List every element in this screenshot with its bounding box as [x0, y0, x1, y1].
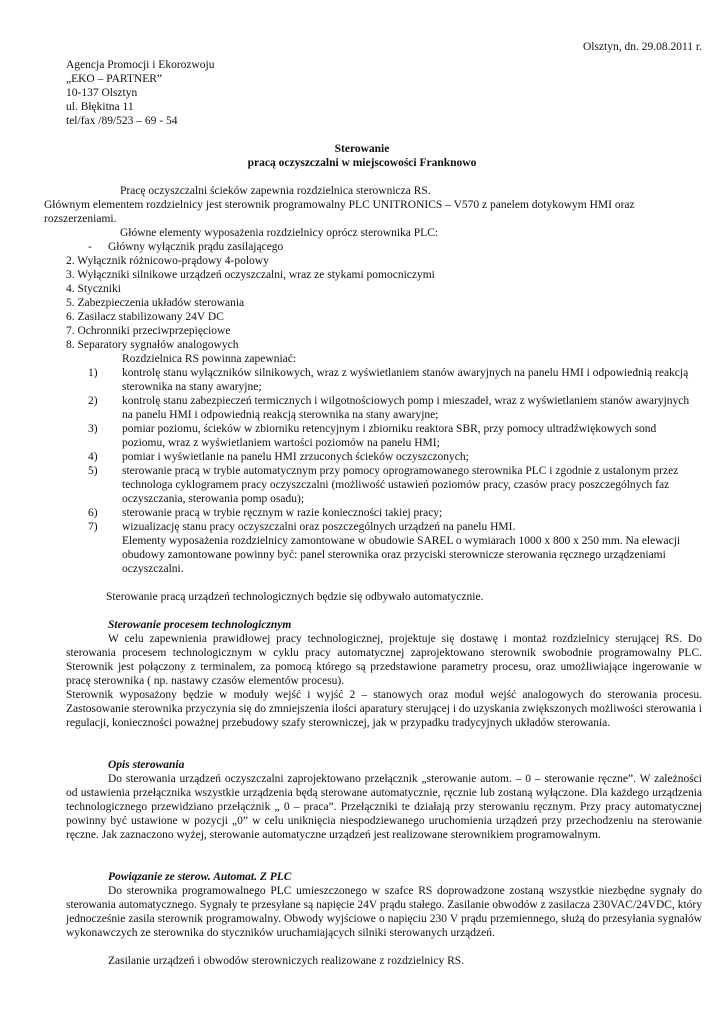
list-number: 3) [88, 423, 98, 435]
list-number: 2) [88, 395, 98, 407]
list-number: 4) [88, 451, 98, 463]
list-item: 4. Styczniki [66, 283, 121, 295]
section-paragraph: Do sterowania urządzeń oczyszczalni zaprojektowano przełącznik „sterowanie autom. – 0 – sterowanie ręczne”. W zależności od ustawienia przełącznika wszystkie urządzenia będą sterowane automatycznie, ręcznie lub zostaną wyłączone. Dla każdego urządzenia technologicznego przewidziano przełącznik „ 0 – praca”. Przełączniki te działają przy sterowaniu ręcznym. Przy pracy automatycznej powinny być ustawione w pozycji „0” w celu uniknięcia niespodziewanego uruchomienia urządzeń przy przechodzeniu na sterowanie ręczne. Jak zaznaczono wyżej, sterowanie automatyczne urządzeń jest realizowane sterownikiem programowalnym. [66, 773, 702, 841]
section-heading: Sterowanie procesem technologicznym [108, 619, 292, 631]
rs-intro: Rozdzielnica RS powinna zapewniać: [122, 353, 297, 365]
section-paragraph: Zasilanie urządzeń i obwodów sterowniczych realizowane z rozdzielnicy RS. [108, 955, 465, 967]
recipient-line: tel/fax /89/523 – 69 - 54 [66, 115, 178, 127]
intro-paragraph: Głównym elementem rozdzielnicy jest sterownik programowalny PLC UNITRONICS – V570 z panelem dotykowym HMI oraz rozszerzeniami. [44, 199, 635, 225]
date-line: Olsztyn, dn. 29.08.2011 r. [582, 41, 702, 53]
list-item: 5. Zabezpieczenia układów sterowania [66, 297, 245, 309]
enclosure-paragraph: Elementy wyposażenia rozdzielnicy zamontowane w obudowie SAREL o wymiarach 1000 x 800 x 250 mm. Na elewacji obudowy zamontowane powinny być: panel sterownika oraz przyciski sterownicze sterowania ręcznego urządzeniami oczyszczalni. [122, 535, 681, 575]
intro-paragraph: Główne elementy wyposażenia rozdzielnicy oprócz sterownika PLC: [120, 227, 439, 239]
list-marker: - [88, 241, 92, 253]
list-number: 6) [88, 507, 98, 519]
list-item: 7. Ochronniki przeciwprzepięciowe [66, 325, 231, 337]
list-item: 3. Wyłączniki silnikowe urządzeń oczyszczalni, wraz ze stykami pomocniczymi [66, 269, 435, 281]
automation-note: Sterowanie pracą urządzeń technologicznych będzie się odbywało automatycznie. [106, 591, 484, 603]
list-item: 6. Zasilacz stabilizowany 24V DC [66, 311, 224, 323]
list-number: 7) [88, 521, 98, 533]
list-item: 2. Wyłącznik różnicowo-prądowy 4-polowy [66, 255, 269, 267]
section-paragraph: W celu zapewnienia prawidłowej pracy technologicznej, projektuje się dostawę i montaż rozdzielnicy sterującej RS. Do sterowania procesem technologicznym w cyklu pracy automatycznej zaprojektowano sterownik swobodnie programowalny PLC. Sterownik jest połączony z terminalem, za pomocą którego są przedstawione parametry procesu, oraz umożliwiające ingerowanie w pracę sterownika ( np. nastawy czasów elementów procesu). [66, 633, 702, 687]
list-item: 8. Separatory sygnałów analogowych [66, 339, 239, 351]
list-item: kontrolę stanu zabezpieczeń termicznych i wilgotnościowych pomp i mieszadeł, wraz z wyświetlaniem stanów awaryjnych na panelu HMI i odpowiednią reakcją sterownika na stany awaryjne; [122, 395, 690, 421]
section-paragraph: Do sterownika programowalnego PLC umieszczonego w szafce RS doprowadzone zostaną wszystkie niezbędne sygnały do sterowania automatycznego. Sygnały te przesyłane są napięcie 24V prądu stałego. Zasilanie obwodów z zasilacza 230VAC/24VDC, który jednocześnie zasila sterownik programowalny. Obwody wyjściowe o napięciu 230 V prądu przemiennego, służą do przesyłania sygnałów wykonawczych ze sterownika do styczników uruchamiających silniki sterowanych urządzeń. [66, 885, 702, 939]
list-item: wizualizację stanu pracy oczyszczalni oraz poszczególnych urządzeń na panelu HMI. [122, 521, 516, 533]
intro-paragraph: Pracę oczyszczalni ścieków zapewnia rozdzielnica sterownicza RS. [120, 185, 431, 197]
recipient-line: 10-137 Olsztyn [66, 87, 138, 99]
recipient-line: „EKO – PARTNER” [66, 73, 162, 85]
recipient-line: ul. Błękitna 11 [66, 101, 134, 113]
recipient-line: Agencja Promocji i Ekorozwoju [66, 59, 215, 71]
list-number: 5) [88, 465, 98, 477]
list-number: 1) [88, 367, 98, 379]
list-item: pomiar i wyświetlanie na panelu HMI zrzuconych ścieków oczyszczonych; [122, 451, 469, 463]
document-subtitle: pracą oczyszczalni w miejscowości Franknowo [247, 157, 477, 169]
list-item: kontrolę stanu wyłączników silnikowych, wraz z wyświetlaniem stanów awaryjnych na panelu HMI i odpowiednią reakcją sterownika na stany awaryjne; [122, 367, 689, 393]
list-item: sterowanie pracą w trybie automatycznym przy pomocy oprogramowanego sterownika PLC i zgodnie z ustalonym przez technologa cyklogramem pracy oczyszczalni (możliwość ustawień poziomów pracy, czasów pracy poszczególnych faz oczyszczania, sterowania pomp osadu); [122, 465, 679, 505]
section-heading: Opis sterowania [108, 759, 185, 771]
section-paragraph: Sterownik wyposażony będzie w moduły wejść i wyjść 2 – stanowych oraz moduł wejść analogowych do sterowania procesu. Zastosowanie sterownika przyczynia się do zmniejszenia ilości aparatury sterującej i do uzyskania zwiększonych możliwości sterowania i regulacji, konieczności poważnej przebudowy szafy sterowniczej, jak w przypadku tradycyjnych układów sterowania. [66, 689, 702, 729]
section-heading: Powiązanie ze sterow. Automat. Z PLC [108, 871, 292, 883]
list-item: Główny wyłącznik prądu zasilającego [108, 241, 284, 253]
document-title: Sterowanie [334, 143, 390, 155]
list-item: pomiar poziomu, ścieków w zbiorniku retencyjnym i zbiorniku reaktora SBR, przy pomocy ultradźwiękowych sond poziomu, wraz z wyświetlaniem wartości poziomów na panelu HMI; [122, 423, 657, 449]
list-item: sterowanie pracą w trybie ręcznym w razie konieczności takiej pracy; [122, 507, 443, 519]
